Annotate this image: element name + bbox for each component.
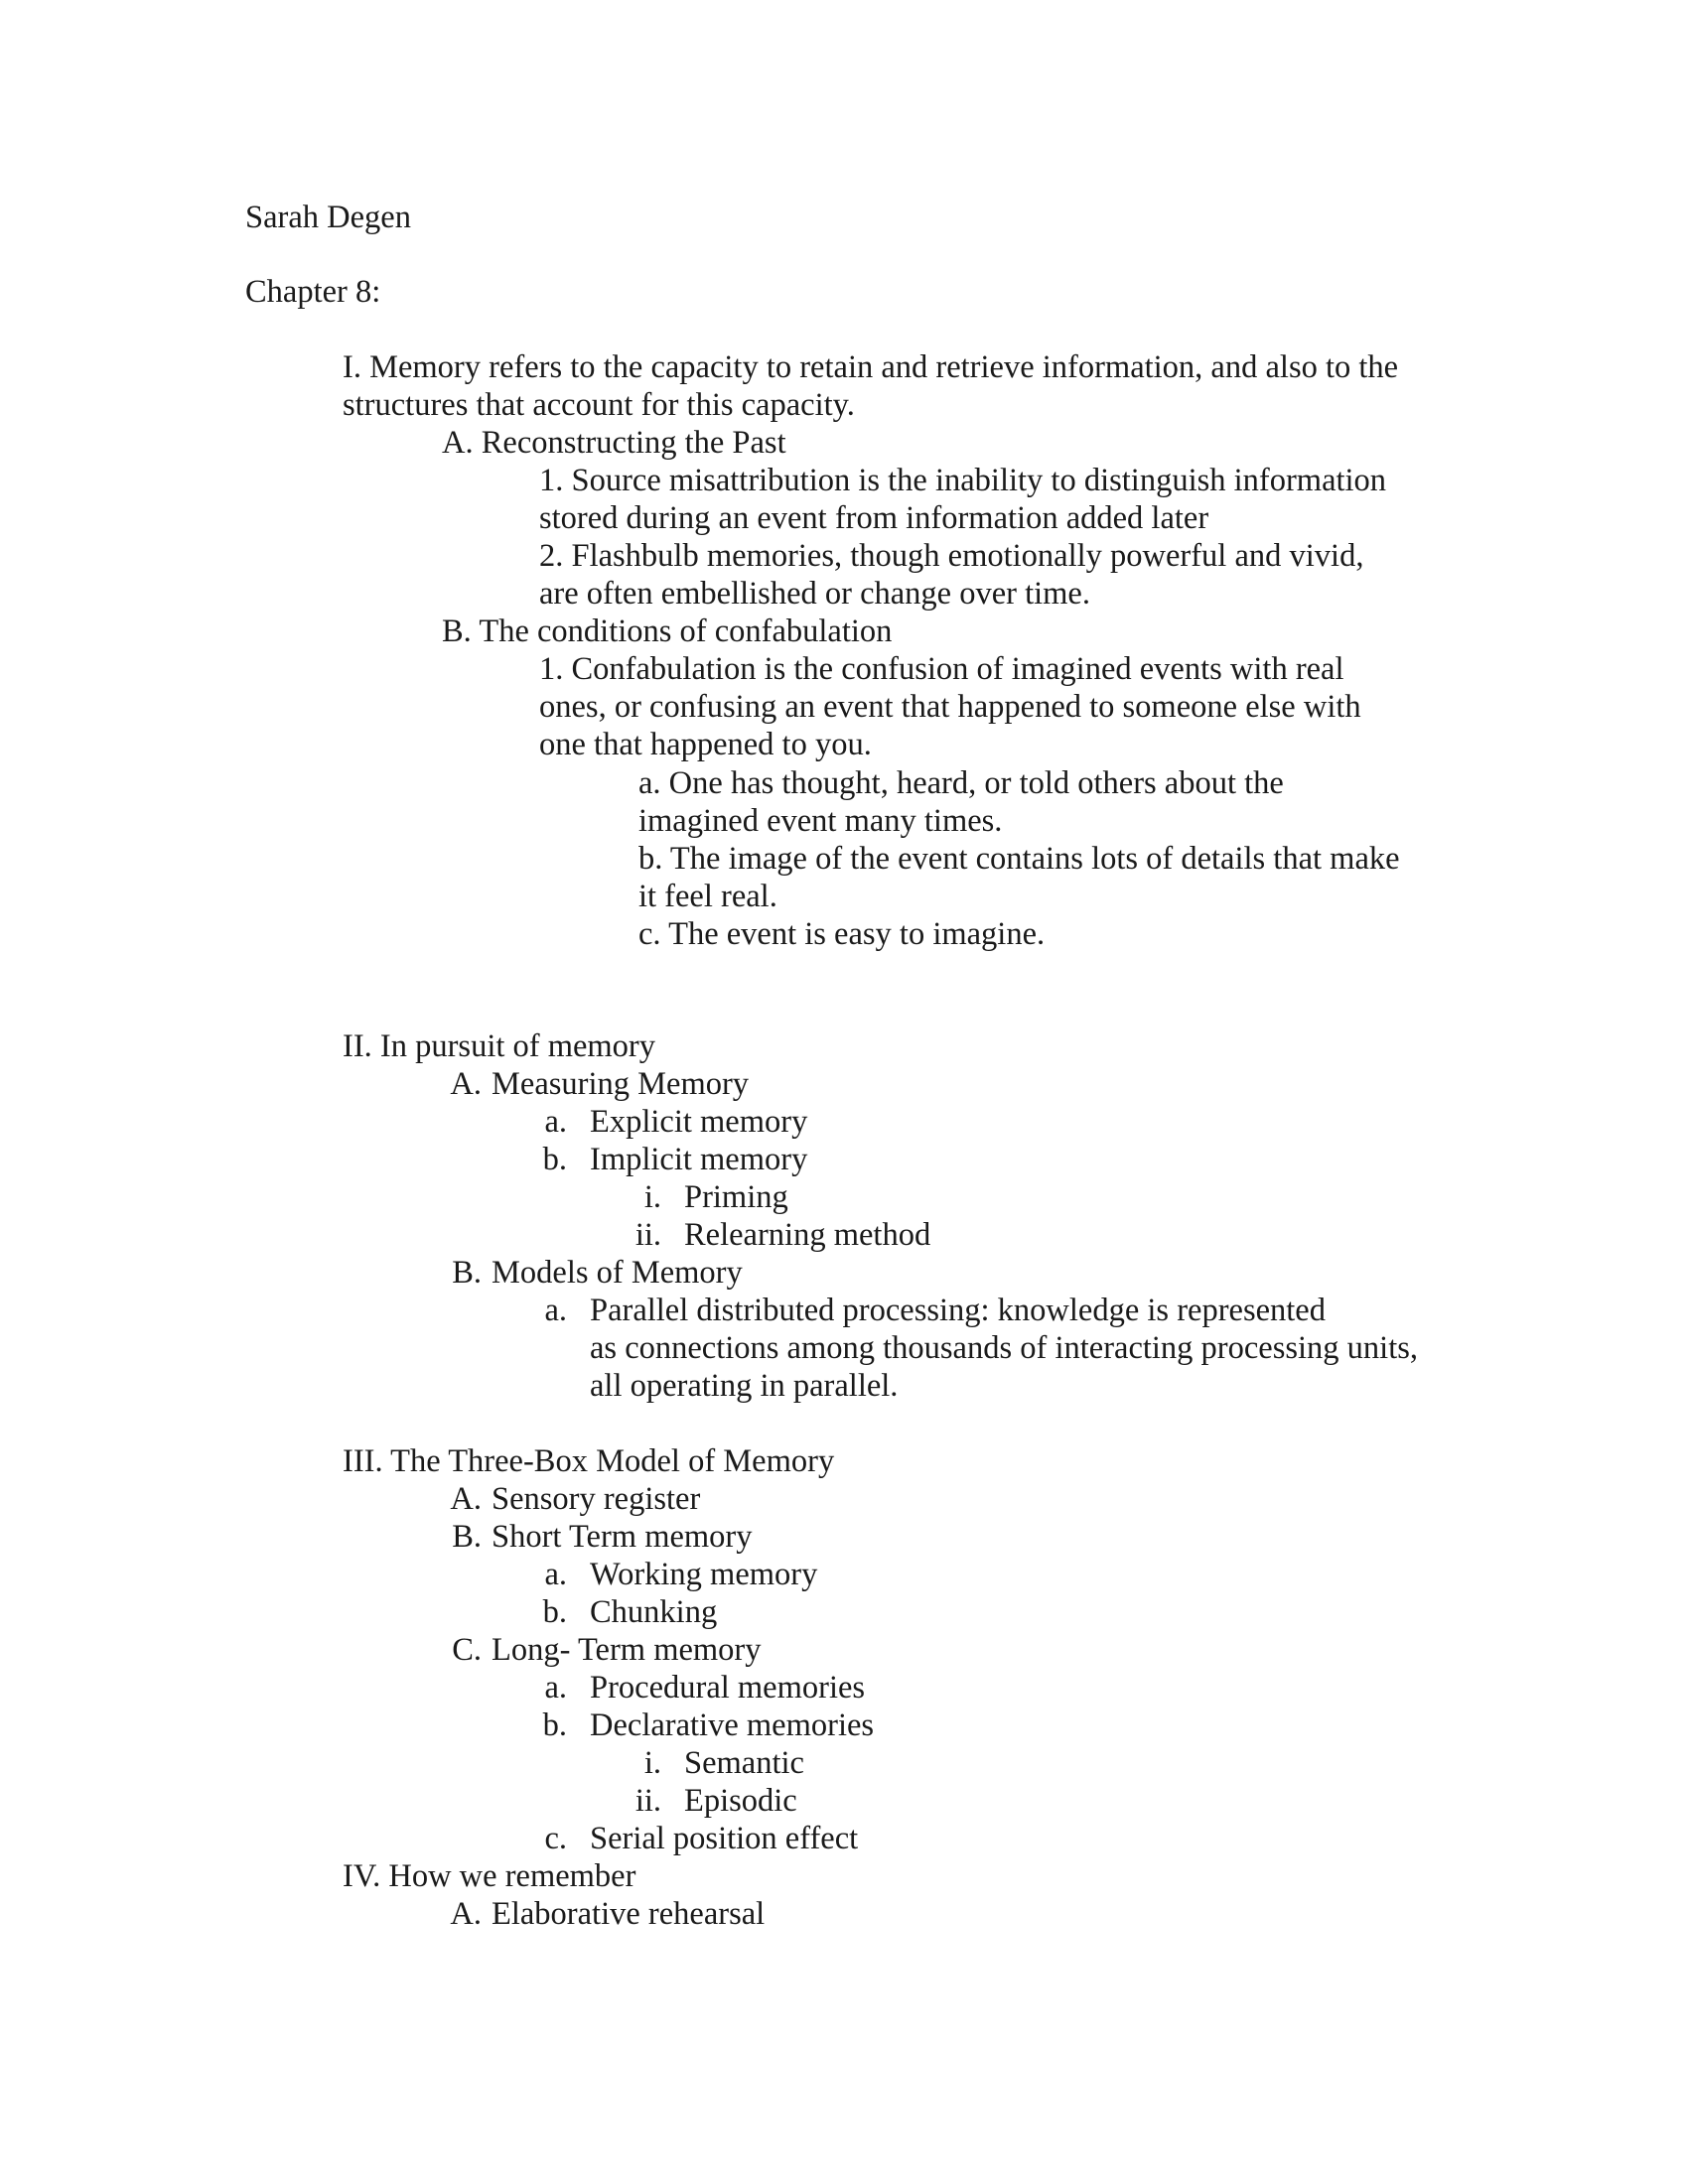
- section-1-a1-line-1: 1. Source misattribution is the inability to distinguish information: [539, 463, 1387, 498]
- section-3-item-cbi: [616, 1744, 804, 1782]
- section-2-heading: II. In pursuit of memory: [343, 1028, 656, 1064]
- section-1-a2-line-2: are often embellished or change over time.: [539, 576, 1090, 612]
- list-text: Parallel distributed processing: knowledge is represented: [590, 1293, 1326, 1328]
- list-marker: c.: [544, 1821, 567, 1856]
- section-1-line-2: structures that account for this capacity.: [343, 387, 855, 423]
- list-text: Procedural memories: [590, 1670, 866, 1706]
- section-2-item-a: [442, 1065, 749, 1103]
- list-marker: ii.: [634, 1783, 661, 1819]
- list-text: Elaborative rehearsal: [492, 1896, 766, 1932]
- section-2-item-abi: [616, 1178, 788, 1216]
- list-text: Serial position effect: [590, 1821, 859, 1856]
- list-text: Episodic: [684, 1783, 797, 1819]
- list-text: Declarative memories: [590, 1707, 875, 1743]
- section-1-b1-line-3: one that happened to you.: [539, 727, 872, 762]
- section-3-item-ba: [521, 1556, 817, 1593]
- section-1-a1-line-2: stored during an event from information added later: [539, 500, 1209, 536]
- section-4-item-a: [442, 1895, 765, 1933]
- section-2-item-abii: [616, 1216, 930, 1254]
- list-text: Priming: [684, 1179, 788, 1215]
- section-4-heading: IV. How we remember: [343, 1858, 636, 1894]
- list-marker: b.: [542, 1142, 567, 1177]
- list-marker: b.: [542, 1707, 567, 1743]
- list-text: Chunking: [590, 1594, 718, 1630]
- list-marker: ii.: [634, 1217, 661, 1253]
- list-marker: B.: [452, 1255, 482, 1291]
- section-1-ba-line-1: a. One has thought, heard, or told others about the: [638, 765, 1284, 801]
- list-text: Measuring Memory: [492, 1066, 750, 1102]
- list-marker: C.: [452, 1632, 482, 1668]
- section-1-a2-line-1: 2. Flashbulb memories, though emotionally powerful and vivid,: [539, 538, 1364, 574]
- list-text: Implicit memory: [590, 1142, 808, 1177]
- list-marker: A.: [450, 1896, 482, 1932]
- section-3-item-bb: [521, 1593, 717, 1631]
- section-3-heading: III. The Three-Box Model of Memory: [343, 1443, 835, 1479]
- list-marker: a.: [544, 1293, 567, 1328]
- list-marker: b.: [542, 1594, 567, 1630]
- list-text: Sensory register: [492, 1481, 701, 1517]
- list-marker: A.: [450, 1066, 482, 1102]
- section-3-item-a: [442, 1480, 700, 1518]
- list-marker: i.: [643, 1745, 661, 1781]
- section-1-b1-line-1: 1. Confabulation is the confusion of imagined events with real: [539, 651, 1344, 687]
- chapter-title: Chapter 8:: [245, 274, 381, 310]
- section-1-item-a: A. Reconstructing the Past: [442, 425, 786, 461]
- section-2-ba-line-2: as connections among thousands of interacting processing units,: [590, 1330, 1419, 1366]
- section-1-line-1: I. Memory refers to the capacity to retain and retrieve information, and also to the: [343, 349, 1399, 385]
- list-text: Explicit memory: [590, 1104, 808, 1140]
- section-2-ba-line-3: all operating in parallel.: [590, 1368, 899, 1404]
- list-text: Models of Memory: [492, 1255, 743, 1291]
- list-marker: a.: [544, 1670, 567, 1706]
- list-text: Working memory: [590, 1557, 818, 1592]
- section-1-item-b: B. The conditions of confabulation: [442, 614, 893, 649]
- list-marker: a.: [544, 1104, 567, 1140]
- section-3-item-ca: [521, 1669, 865, 1706]
- author-name: Sarah Degen: [245, 200, 411, 235]
- section-3-item-b: [442, 1518, 753, 1556]
- section-3-item-cbii: [616, 1782, 797, 1820]
- list-text: Short Term memory: [492, 1519, 753, 1555]
- section-1-b1-line-2: ones, or confusing an event that happened to someone else with: [539, 689, 1361, 725]
- section-1-bc: c. The event is easy to imagine.: [638, 916, 1046, 952]
- section-3-item-cb: [521, 1706, 874, 1744]
- list-text: Relearning method: [684, 1217, 931, 1253]
- section-1-ba-line-2: imagined event many times.: [638, 803, 1003, 839]
- list-text: Semantic: [684, 1745, 804, 1781]
- section-1-bb-line-2: it feel real.: [638, 879, 777, 914]
- section-1-bb-line-1: b. The image of the event contains lots of details that make: [638, 841, 1400, 877]
- section-2-item-ab: [521, 1141, 807, 1178]
- list-marker: B.: [452, 1519, 482, 1555]
- list-text: Long- Term memory: [492, 1632, 762, 1668]
- section-3-item-c: [442, 1631, 762, 1669]
- section-2-item-b: [442, 1254, 743, 1292]
- list-marker: a.: [544, 1557, 567, 1592]
- section-2-item-aa: [521, 1103, 807, 1141]
- section-2-item-ba: [521, 1292, 1326, 1329]
- section-3-item-cc: [521, 1820, 858, 1857]
- list-marker: A.: [450, 1481, 482, 1517]
- list-marker: i.: [643, 1179, 661, 1215]
